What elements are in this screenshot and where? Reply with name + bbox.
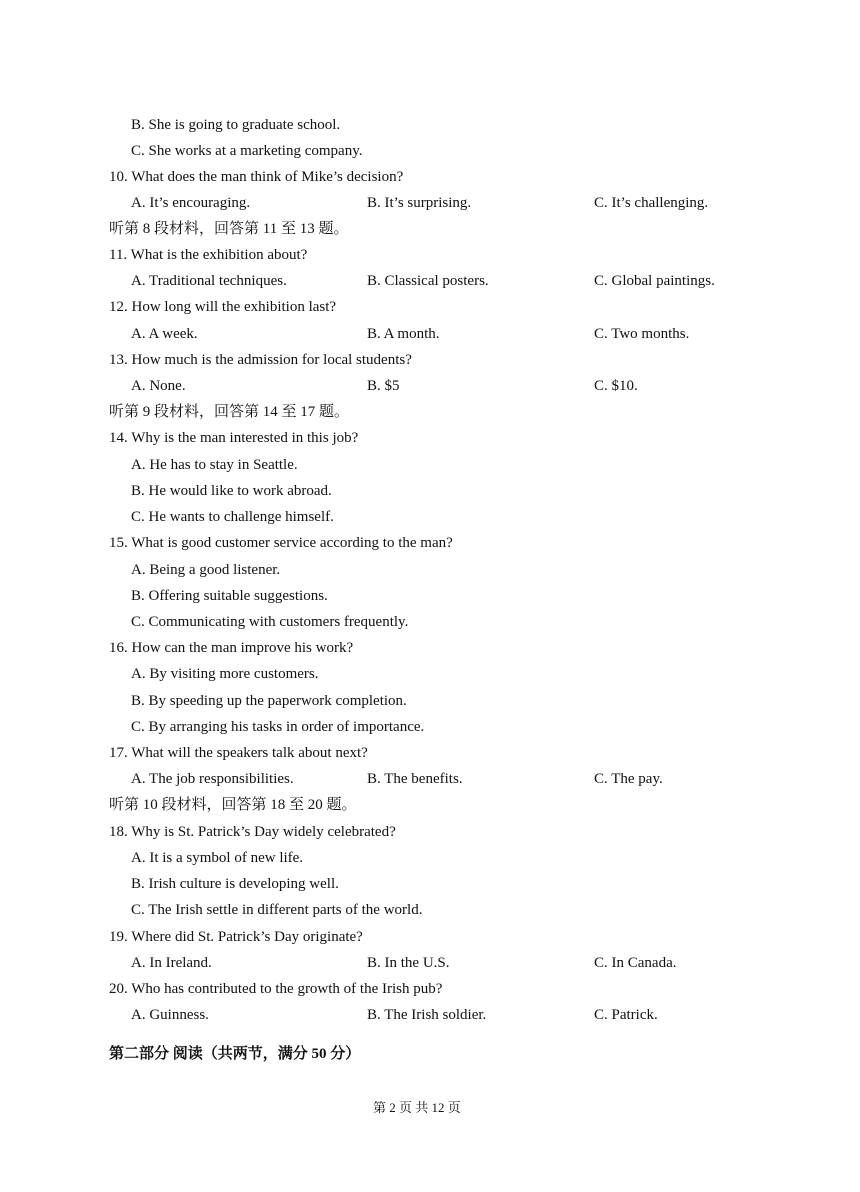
option-line: C. Global paintings. [594, 273, 715, 289]
question-line: 19. Where did St. Patrick’s Day originate? [109, 929, 363, 945]
section-heading: 第二部分 阅读（共两节，满分 50 分） [109, 1046, 361, 1062]
option-line: A. Being a good listener. [131, 562, 281, 578]
option-line: A. Guinness. [131, 1007, 209, 1023]
option-line: A. A week. [131, 326, 198, 342]
question-line: 10. What does the man think of Mike’s decision? [109, 169, 404, 185]
option-line: B. She is going to graduate school. [131, 117, 341, 133]
page-number: 第 2 页 共 12 页 [373, 1100, 461, 1115]
option-line: A. It is a symbol of new life. [131, 850, 304, 866]
option-line: B. Irish culture is developing well. [131, 876, 339, 892]
option-line: B. In the U.S. [367, 955, 450, 971]
option-line: B. He would like to work abroad. [131, 483, 332, 499]
option-line: C. $10. [594, 378, 638, 394]
option-line: C. The Irish settle in different parts of the world. [131, 902, 423, 918]
question-line: 12. How long will the exhibition last? [109, 299, 337, 315]
option-line: B. The Irish soldier. [367, 1007, 487, 1023]
section-instruction: 听第 10 段材料，回答第 18 至 20 题。 [109, 797, 357, 813]
question-line: 13. How much is the admission for local students? [109, 352, 412, 368]
option-line: B. The benefits. [367, 771, 463, 787]
option-line: C. She works at a marketing company. [131, 143, 363, 159]
option-line: C. He wants to challenge himself. [131, 509, 334, 525]
option-line: B. It’s surprising. [367, 195, 472, 211]
option-line: A. By visiting more customers. [131, 666, 319, 682]
option-line: C. Patrick. [594, 1007, 658, 1023]
question-line: 20. Who has contributed to the growth of the Irish pub? [109, 981, 443, 997]
option-line: A. In Ireland. [131, 955, 212, 971]
option-line: C. In Canada. [594, 955, 677, 971]
question-line: 14. Why is the man interested in this job? [109, 430, 359, 446]
option-line: A. It’s encouraging. [131, 195, 251, 211]
question-line: 17. What will the speakers talk about next? [109, 745, 368, 761]
option-line: C. Two months. [594, 326, 690, 342]
option-line: B. By speeding up the paperwork completion. [131, 693, 407, 709]
option-line: C. By arranging his tasks in order of importance. [131, 719, 425, 735]
option-line: A. Traditional techniques. [131, 273, 287, 289]
option-line: B. Offering suitable suggestions. [131, 588, 328, 604]
section-instruction: 听第 8 段材料，回答第 11 至 13 题。 [109, 221, 349, 237]
section-instruction: 听第 9 段材料，回答第 14 至 17 题。 [109, 404, 350, 420]
question-line: 16. How can the man improve his work? [109, 640, 354, 656]
question-line: 11. What is the exhibition about? [109, 247, 308, 263]
question-line: 15. What is good customer service according to the man? [109, 535, 453, 551]
option-line: C. The pay. [594, 771, 663, 787]
question-line: 18. Why is St. Patrick’s Day widely celebrated? [109, 824, 396, 840]
option-line: C. It’s challenging. [594, 195, 709, 211]
option-line: B. A month. [367, 326, 440, 342]
option-line: A. None. [131, 378, 186, 394]
option-line: C. Communicating with customers frequently. [131, 614, 409, 630]
option-line: B. $5 [367, 378, 400, 394]
option-line: B. Classical posters. [367, 273, 489, 289]
option-line: A. He has to stay in Seattle. [131, 457, 298, 473]
option-line: A. The job responsibilities. [131, 771, 294, 787]
